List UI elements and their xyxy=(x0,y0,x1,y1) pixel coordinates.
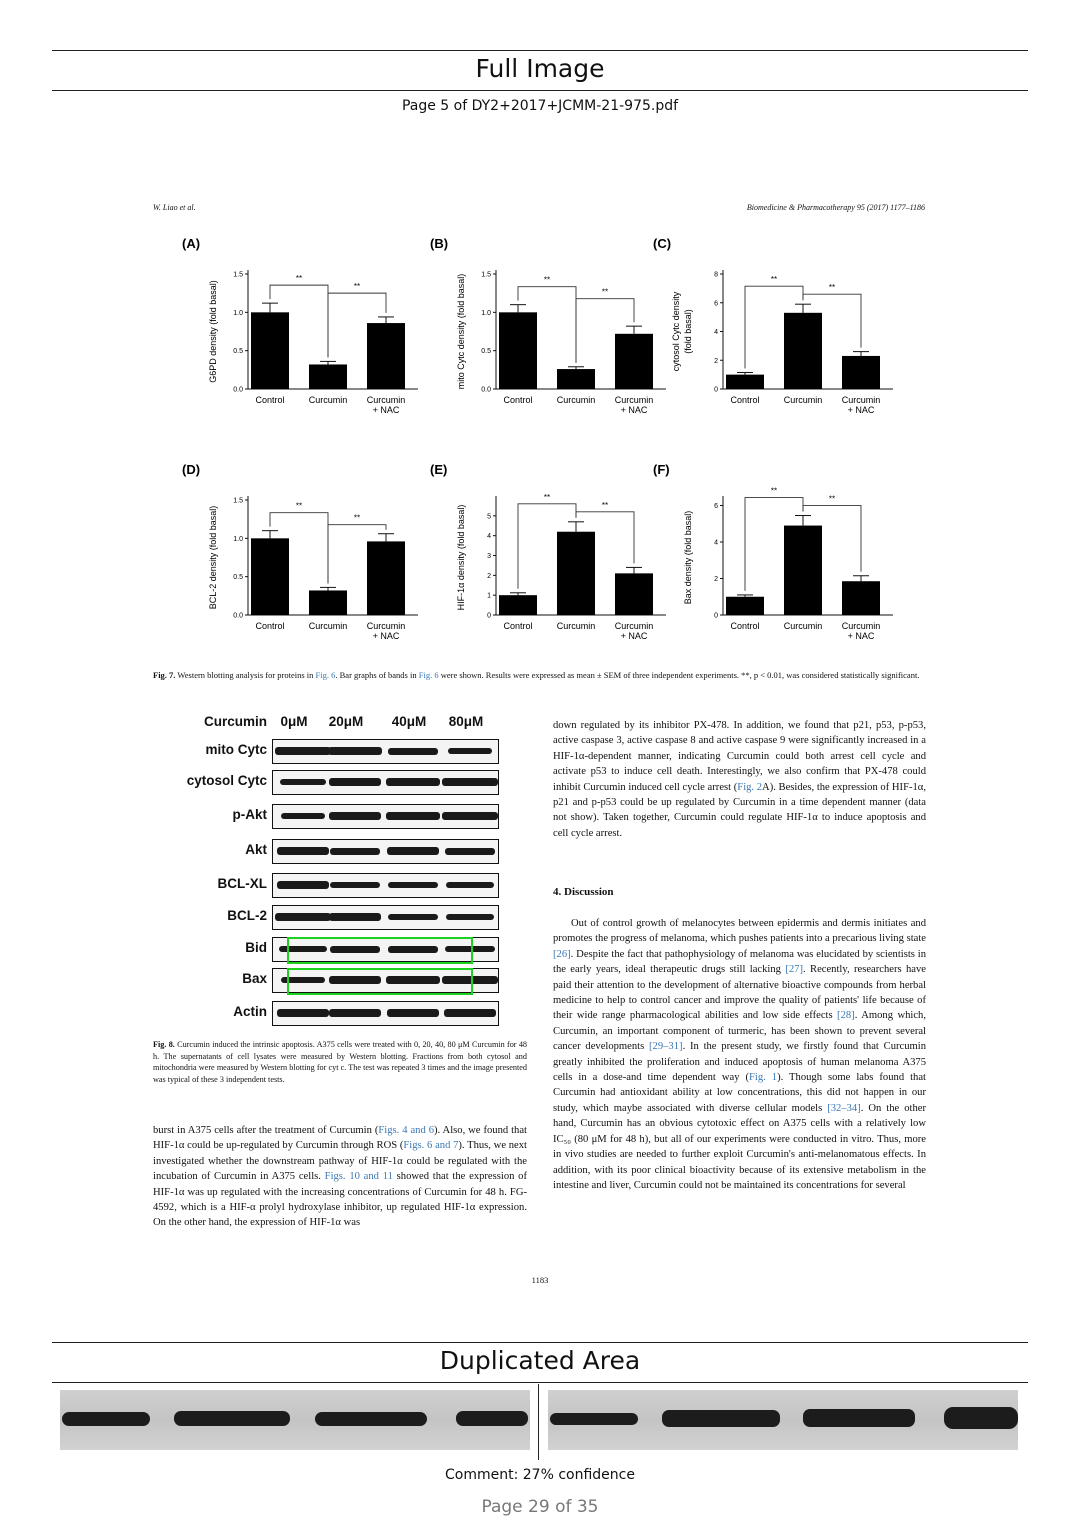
bar xyxy=(726,375,764,389)
x-category-label: + NAC xyxy=(620,631,648,641)
bar xyxy=(251,538,289,615)
x-category-label: + NAC xyxy=(372,631,400,641)
x-category-label: Curcumin xyxy=(556,395,596,405)
blot-band xyxy=(448,748,492,754)
y-tick-label: 1.5 xyxy=(233,497,243,505)
blot-row-label: BCL-XL xyxy=(217,876,267,891)
y-tick-label: 0.0 xyxy=(233,612,243,620)
y-tick-label: 1 xyxy=(487,592,491,600)
bar-chart-svg xyxy=(426,460,676,675)
y-tick-label: 1.5 xyxy=(233,271,243,279)
y-axis-label: cytosol Cytc density xyxy=(671,291,681,372)
significance-label: ** xyxy=(543,492,551,502)
y-tick-label: 2 xyxy=(714,357,718,365)
blot-band xyxy=(281,813,325,819)
dose-label: 20μM xyxy=(328,714,364,729)
title-rule xyxy=(52,90,1028,91)
bar xyxy=(309,590,347,615)
significance-label: ** xyxy=(828,494,836,504)
bar-chart-panel xyxy=(653,234,903,449)
significance-label: ** xyxy=(601,287,609,297)
bar xyxy=(784,526,822,615)
right-column-paragraph-2: Out of control growth of melanocytes between epidermis and dermis initiates and promotes the progress of melanoma, which pushes patients into a precarious living state [26]. Despite the fact that pathophysiology of melanoma was elucidated by scientists in the early years, ideal therapeutic drugs still lacking [27]. Recently, researchers have paid their attention to the development of alternative bioactive compounds from herbal medicine to help to control cancer and improve the quality of patients' life because of their wide range pharmacological abilities and low side effects [28]. Among which, Curcumin, an important component of turmeric, has been shown to prevent several cancer developments [29–31]. In the present study, we firstly found that Curcumin greatly inhibited the proliferation and induced apoptosis of human melanoma A375 cells in a dose-and time dependent way (Fig. 1). Though some labs found that Curcumin had antioxidant ability at low concentrations, this did not happen in our study, which maybe associated with diverse cellular models [32–34]. On the other hand, Curcumin has an obvious cytotoxic effect on A375 cells with a relatively low IC₅₀ (80 μM for 48 h), but all of our experiments were conducted in vitro. Thus, more in vivo studies are needed to further exploit Curcumin's anti-melanomatous effects. In addition, with its poor clinical bioactivity because of its extensive metabolism in the intestine and liver, Curcumin could not be maintained its concentrations for several xyxy=(553,918,926,1191)
blot-row-label: Bid xyxy=(245,940,267,955)
y-tick-label: 4 xyxy=(714,539,718,547)
y-tick-label: 0.5 xyxy=(233,348,243,356)
bar-chart-svg xyxy=(426,234,676,449)
duplicated-comment: Comment: 27% confidence xyxy=(445,1467,635,1483)
y-axis-label: HIF-1α density (fold basal) xyxy=(456,504,466,611)
y-tick-label: 0 xyxy=(487,612,491,620)
y-tick-label: 4 xyxy=(714,329,718,336)
duplicated-top-rule xyxy=(52,1342,1028,1343)
bar xyxy=(557,369,595,389)
bar-chart-panel xyxy=(653,460,903,675)
significance-label: ** xyxy=(543,275,551,285)
bar xyxy=(842,581,880,615)
bar-chart-svg xyxy=(653,460,903,675)
x-category-label: Control xyxy=(730,621,760,631)
strip-band xyxy=(174,1411,290,1426)
blot-band xyxy=(388,882,438,889)
x-category-label: Control xyxy=(503,621,533,631)
bar-chart-panel xyxy=(426,460,676,675)
blot-lane-box xyxy=(272,905,499,930)
bar xyxy=(842,356,880,389)
panel-letter: (F) xyxy=(653,462,670,477)
blot-band xyxy=(275,747,331,755)
y-tick-label: 1.5 xyxy=(481,271,491,279)
blot-band xyxy=(445,848,496,855)
bar xyxy=(499,595,537,615)
blot-band xyxy=(277,847,329,854)
y-tick-label: 0.0 xyxy=(233,386,243,394)
bar xyxy=(251,312,289,389)
duplicated-area-title: Duplicated Area xyxy=(439,1346,641,1375)
blot-lane-box xyxy=(272,839,499,864)
blot-band xyxy=(328,747,381,755)
y-tick-label: 2 xyxy=(487,572,491,580)
right-column-paragraph-1: down regulated by its inhibitor PX-478. In addition, we found that p21, p53, p-p53, active caspase 3, active caspase 8 and active caspase 9 were significantly increased in a HIF-1α-dependent manner, indicating Curcumin could both arrest cell cycle and activate p53 to induce cell death. Interestingly, we also confirm that PX-478 could inhibit Curcumin induced cell cycle arrest (Fig. 2A). Besides, the expression of HIF-1α, p21 and p-p53 could be up regulated by Curcumin in a time dependent manner (data not show). Taken together, Curcumin could regulate HIF-1α to induce apoptosis and cell cycle arrest. xyxy=(553,720,926,839)
bar-chart-panel xyxy=(178,234,428,449)
blot-band xyxy=(386,778,441,786)
blot-band xyxy=(329,913,381,920)
y-tick-label: 0.5 xyxy=(233,574,243,582)
y-axis-label: BCL-2 density (fold basal) xyxy=(208,505,218,610)
blot-band xyxy=(280,779,326,785)
blot-band xyxy=(446,882,494,889)
y-tick-label: 0.0 xyxy=(481,386,491,394)
bar-chart-svg xyxy=(653,234,903,449)
x-category-label: + NAC xyxy=(847,405,875,415)
x-category-label: Curcumin xyxy=(308,621,348,631)
bar xyxy=(615,334,653,389)
y-tick-label: 6 xyxy=(714,300,718,308)
x-category-label: Curcumin xyxy=(366,621,406,631)
bar-chart-svg xyxy=(178,234,428,449)
blot-header-label: Curcumin xyxy=(204,714,268,729)
duplicated-divider xyxy=(538,1384,539,1460)
dose-label: 80μM xyxy=(448,714,484,729)
x-category-label: Curcumin xyxy=(366,395,406,405)
left-column-text: burst in A375 cells after the treatment of Curcumin (Figs. 4 and 6). Also, we found that HIF-1α could be up-regulated by Curcumin through ROS (Figs. 6 and 7). Thus, we next investigated whether the downstream pathway of HIF-1α could be regulated with the incubation of Curcumin in A375 cells. Figs. 10 and 11 showed that the expression of HIF-1α was up regulated with the increasing concentrations of Curcumin for 48 h. FG-4592, which is a HIF-α prolyl hydroxylase inhibitor, up regulated HIF-1α expression. On the other hand, the expression of HIF-1α was xyxy=(153,1125,527,1229)
panel-letter: (B) xyxy=(430,236,449,251)
strip-band xyxy=(944,1407,1018,1429)
panel-letter: (C) xyxy=(653,236,672,251)
blot-band xyxy=(329,812,381,819)
blot-row-label: Bax xyxy=(242,971,267,986)
blot-row-label: mito Cytc xyxy=(205,742,267,757)
x-category-label: Curcumin xyxy=(841,621,881,631)
strip-band xyxy=(62,1412,150,1426)
bar xyxy=(726,597,764,615)
blot-row-label: Actin xyxy=(233,1004,267,1019)
blot-band xyxy=(388,914,438,921)
blot-band xyxy=(329,1009,381,1016)
blot-band xyxy=(446,914,494,921)
bar-chart-svg xyxy=(178,460,428,675)
significance-label: ** xyxy=(828,283,836,293)
strip-band xyxy=(662,1410,780,1427)
blot-lane-box xyxy=(272,1001,499,1026)
blot-band xyxy=(387,847,438,854)
blot-band xyxy=(330,848,381,855)
running-head-right: Biomedicine & Pharmacotherapy 95 (2017) 1177–1186 xyxy=(746,203,925,212)
blot-band xyxy=(388,748,439,755)
blot-band xyxy=(386,812,441,820)
running-head-left: W. Liao et al. xyxy=(153,203,196,212)
x-category-label: Control xyxy=(255,395,285,405)
duplicated-strip-right xyxy=(548,1390,1018,1450)
bar xyxy=(615,573,653,615)
section-heading-discussion: 4. Discussion xyxy=(553,886,614,898)
page-subtitle: Page 5 of DY2+2017+JCMM-21-975.pdf xyxy=(401,98,679,114)
bar xyxy=(499,312,537,389)
duplicated-title-rule xyxy=(52,1382,1028,1383)
figure-7-caption: Fig. 7. Western blotting analysis for proteins in Fig. 6. Bar graphs of bands in Fig. 6 were shown. Results were expressed as mean ± SEM of three independent experiments. **, p < 0.01, was considered statistically significant. xyxy=(153,670,920,680)
x-category-label: Curcumin xyxy=(841,395,881,405)
blot-band xyxy=(330,882,380,889)
x-category-label: Curcumin xyxy=(783,395,823,405)
x-category-label: Curcumin xyxy=(308,395,348,405)
y-tick-label: 0 xyxy=(714,386,718,394)
y-tick-label: 1.0 xyxy=(233,309,243,317)
blot-row-label: p-Akt xyxy=(232,807,267,822)
panel-letter: (E) xyxy=(430,462,448,477)
duplicated-strip-left xyxy=(60,1390,530,1450)
panel-letter: (A) xyxy=(182,236,201,251)
bar-chart-panel xyxy=(426,234,676,449)
x-category-label: Control xyxy=(255,621,285,631)
significance-label: ** xyxy=(770,486,778,496)
x-category-label: Curcumin xyxy=(783,621,823,631)
duplicate-highlight-box-bid xyxy=(287,937,473,964)
blot-row-label: cytosol Cytc xyxy=(186,773,267,788)
blot-band xyxy=(277,1009,329,1016)
bar xyxy=(784,313,822,389)
blot-lane-box xyxy=(272,873,499,898)
blot-band xyxy=(442,778,498,786)
dose-label: 40μM xyxy=(391,714,427,729)
duplicate-highlight-box-bax xyxy=(287,968,473,995)
bar xyxy=(557,532,595,615)
significance-label: ** xyxy=(295,274,303,284)
panel-letter: (D) xyxy=(182,462,201,477)
x-category-label: Control xyxy=(730,395,760,405)
dose-label: 0μM xyxy=(280,714,308,729)
blot-lane-box xyxy=(272,770,499,795)
y-tick-label: 2 xyxy=(714,575,718,583)
y-axis-label: mito Cytc density (fold basal) xyxy=(456,273,466,390)
y-tick-label: 0.5 xyxy=(481,348,491,356)
y-tick-label: 0 xyxy=(714,612,718,620)
y-tick-label: 5 xyxy=(487,513,491,521)
blot-row-label: Akt xyxy=(245,842,267,857)
strip-band xyxy=(315,1412,427,1426)
significance-label: ** xyxy=(295,501,303,511)
significance-label: ** xyxy=(770,275,778,285)
y-tick-label: 3 xyxy=(487,553,491,561)
significance-label: ** xyxy=(353,282,361,292)
article-page-number: 1183 xyxy=(531,1275,549,1285)
blot-band xyxy=(277,881,329,888)
strip-band xyxy=(803,1409,915,1427)
x-category-label: Curcumin xyxy=(614,621,654,631)
page-title: Full Image xyxy=(475,54,605,83)
y-axis-label: (fold basal) xyxy=(683,309,693,354)
significance-label: ** xyxy=(353,513,361,523)
y-tick-label: 4 xyxy=(487,533,491,541)
strip-band xyxy=(456,1411,528,1426)
page-counter: Page 29 of 35 xyxy=(481,1497,599,1517)
significance-label: ** xyxy=(601,500,609,510)
x-category-label: Curcumin xyxy=(614,395,654,405)
blot-band xyxy=(329,778,381,785)
x-category-label: + NAC xyxy=(372,405,400,415)
blot-band xyxy=(275,913,331,921)
x-category-label: + NAC xyxy=(620,405,648,415)
y-tick-label: 8 xyxy=(714,271,718,279)
bar xyxy=(367,323,405,389)
blot-band xyxy=(444,1009,496,1016)
bar-chart-panel xyxy=(178,460,428,675)
bar xyxy=(367,541,405,615)
y-tick-label: 6 xyxy=(714,502,718,510)
blot-lane-box xyxy=(272,739,499,764)
y-tick-label: 1.0 xyxy=(481,309,491,317)
top-rule xyxy=(52,50,1028,51)
blot-lane-box xyxy=(272,804,499,829)
blot-band xyxy=(442,812,498,820)
x-category-label: Control xyxy=(503,395,533,405)
y-axis-label: Bax density (fold basal) xyxy=(683,510,693,605)
x-category-label: + NAC xyxy=(847,631,875,641)
blot-band xyxy=(387,1009,439,1016)
bar xyxy=(309,364,347,389)
y-axis-label: G6PD density (fold basal) xyxy=(208,280,218,383)
x-category-label: Curcumin xyxy=(556,621,596,631)
strip-band xyxy=(550,1413,638,1425)
y-tick-label: 1.0 xyxy=(233,535,243,543)
blot-row-label: BCL-2 xyxy=(227,908,267,923)
figure-8-caption: Fig. 8. Curcumin induced the intrinsic apoptosis. A375 cells were treated with 0, 20, 40, 80 μM Curcumin for 48 h. The supernatants of cell lysates were measured by Western blotting. Fractions from both cytosol and mitochondria were measured by Western blotting for cyt c. The test was repeated 3 times and the image presented was typical of these 3 independent tests. xyxy=(153,1040,528,1084)
